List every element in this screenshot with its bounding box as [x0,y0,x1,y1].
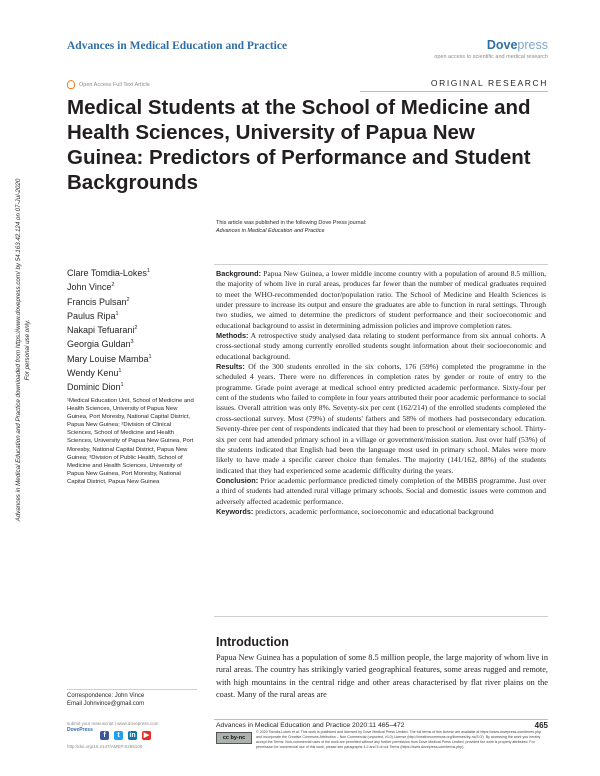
header-divider [360,91,548,92]
abstract-background-label: Background: [216,269,261,278]
author-name: Wendy Kenu [67,368,119,379]
author-item[interactable] [67,351,152,365]
author-affiliation-marker: 1 [115,310,119,317]
abstract-methods-label: Methods: [216,331,249,341]
author-name: Dominic Dion [67,382,121,393]
youtube-icon[interactable]: ▶ [143,732,150,739]
cc-license-badge[interactable]: cc by-nc [216,732,252,744]
facebook-icon[interactable]: f [100,731,109,740]
dovepress-logo[interactable]: DovePress [67,727,93,733]
author-item[interactable] [67,308,152,322]
publisher-logo[interactable] [487,38,548,52]
author-item[interactable] [67,379,152,393]
article-type: ORIGINAL RESEARCH [430,78,548,88]
correspondence-email[interactable]: Email Johnvince@gmail.com [67,701,145,707]
open-access-label [67,80,150,89]
abstract-conclusion-label: Conclusion: [216,475,259,485]
abstract-conclusion [216,476,546,507]
twitter-icon[interactable]: t [114,731,123,740]
abstract [214,264,548,617]
submit-manuscript-link[interactable]: submit your manuscript | www.dovepress.com [67,721,159,726]
introduction-text: Papua New Guinea has a population of some 8.5 million people, the large majority of whom live in rural areas. The country has strikingly varied geographical features, some areas rugged and remote, with high mountains in the central ridge and other areas characterised by flat river plains on the coast. Many of the rural areas are [216,653,548,700]
abstract-keywords-text: predictors, academic performance, socioeconomic and educational background [255,506,494,516]
abstract-keywords [216,507,546,517]
publication-note-journal[interactable]: Advances in Medical Education and Practice [216,228,325,234]
open-access-lock-icon [67,80,75,89]
author-affiliation-marker: 2 [111,282,115,289]
publication-note [216,219,366,235]
journal-title[interactable]: Advances in Medical Education and Practice [67,40,288,52]
abstract-results [216,362,546,476]
linkedin-icon[interactable]: in [129,732,136,739]
download-watermark-use: For personal use only. [24,319,31,381]
author-affiliations: ¹Medical Education Unit, School of Medicine and Health Sciences, University of Papua New Guinea, Port Moresby, National Capital District, Papua New Guinea; ²Division of Clinical Sciences, School of Medicine and Health Sciences, University of Papua New Guinea, Port Moresby, National Capital District, Papua New Guinea; ³Division of Public Health, School of Medicine and Health Sciences, University of Papua New Guinea, Port Moresby, National Capital District, Papua New Guinea [67,398,194,485]
author-name: Georgia Guldan [67,339,131,350]
publisher-name-bold: Dove [486,38,518,52]
author-item[interactable] [67,294,152,308]
abstract-results-text: Of the 300 students enrolled in the six cohorts, 176 (59%) completed the programme in the scheduled 4 years. There were no differences in completion rates by gender or route of entry to the programme. Grade point average at medical school entry predicted academic performance. Sixty-four per cent of the students who failed to complete in four years attributed their poor academic performance to social issues. Overall attrition was only 8%. Seventy-six per cent (162/214) of the enrolled students completed the cross-sectional survey. Most (79%) of students' fathers and 58% of mothers had postsecondary education. Seventy-three per cent of respondents indicated that they had been to preschool or elementary school. Thirty-six per cent had attended primary school in a village or government/mission station. Just over half (53%) of the students indicated that English had been the language most used in primary school. Males were more likely to have made a specific career choice than females. The majority (141/162, 88%) of the students indicated that they had experienced some academic difficulty during the years. [216,362,547,475]
author-affiliation-marker: 1 [120,382,124,389]
abstract-methods [216,331,546,362]
download-watermark-line: Advances in Medical Education and Practice downloaded from https://www.dovepress.com/ by 54.163.42.124 on 07-Jul-2020 [15,178,22,522]
author-item[interactable] [67,265,152,279]
author-name: Clare Tomdia-Lokes [67,268,147,278]
doi-link[interactable]: http://doi.org/10.2147/AMEP.S255100 [67,744,143,749]
open-access-text: Open Access Full Text Article [79,81,150,88]
abstract-background [216,269,546,331]
introduction-heading: Introduction [216,635,289,649]
author-list [67,265,152,394]
publication-note-line: This article was published in the following Dove Press journal: [216,220,367,226]
abstract-keywords-label: Keywords: [216,506,254,516]
author-affiliation-marker: 2 [126,296,130,303]
article-title: Medical Students at the School of Medicine and Health Sciences, University of Papua New Guinea: Predictors of Performance and Student Backgrounds [67,96,531,194]
author-affiliation-marker: 1 [148,353,152,360]
social-links [100,731,151,740]
correspondence-name: Correspondence: John Vince [67,693,145,699]
author-name: John Vince [67,282,112,293]
correspondence [67,689,197,708]
publisher-tagline: open access to scientific and medical research [434,54,548,60]
abstract-conclusion-text: Prior academic performance predicted timely completion of the MBBS programme. Just over a third of students had attended rural village primary schools. Social and domestic issues were common and adversely affected academic performance. [216,475,547,506]
license-text: © 2020 Tomdia-Lokes et al. This work is published and licensed by Dove Medical Press Limited. The full terms of this license are available at https://www.dovepress.com/terms.php and incorporate the Creative Commons Attribution – Non Commercial (unported, v3.0) License (http://creativecommons.org/licenses/by-nc/3.0/). By accessing the work you hereby accept the Terms. Non-commercial uses of the work are permitted without any further permission from Dove Medical Press Limited, provided the work is properly attributed. For permission for commercial use of this work, please see paragraphs 4.2 and 5 of our Terms (https://www.dovepress.com/terms.php). [256,730,542,749]
abstract-methods-text: A retrospective study analysed data relating to student performance from six annual cohorts. A cross-sectional study among currently enrolled students sought information about their socioeconomic and educational background. [216,331,546,361]
abstract-background-text: Papua New Guinea, a lower middle income country with a population of around 8.5 million, the majority of whom live in rural areas, produces far fewer than the number of medical graduates required to meet the WHO-recommended doctor/population ratio. The School of Medicine and Health Sciences is under pressure to increase its output and ensure the graduates are able to function in rural settings. Through two studies, we aimed to determine the predictors of student performance and their socioeconomic and educational background to assist in determining admission policies and improve completion rates. [216,269,546,330]
download-watermark [14,140,44,560]
author-affiliation-marker: 2 [134,325,138,332]
author-name: Francis Pulsan [67,296,127,307]
page-number: 465 [534,721,548,730]
author-item[interactable] [67,336,152,350]
author-name: Mary Louise Mamba [67,353,149,364]
author-item[interactable] [67,279,152,293]
author-name: Paulus Ripa [67,310,116,321]
author-name: Nakapi Tefuarani [67,325,135,336]
publisher-name-light: press [517,38,548,52]
abstract-results-label: Results: [216,362,245,372]
author-item[interactable] [67,365,152,379]
author-item[interactable] [67,322,152,336]
author-affiliation-marker: 1 [146,268,150,274]
footer-divider [214,719,548,720]
footer-citation: Advances in Medical Education and Practice 2020:11 465–472 [216,722,405,729]
author-affiliation-marker: 1 [118,368,122,375]
author-affiliation-marker: 3 [130,339,134,346]
